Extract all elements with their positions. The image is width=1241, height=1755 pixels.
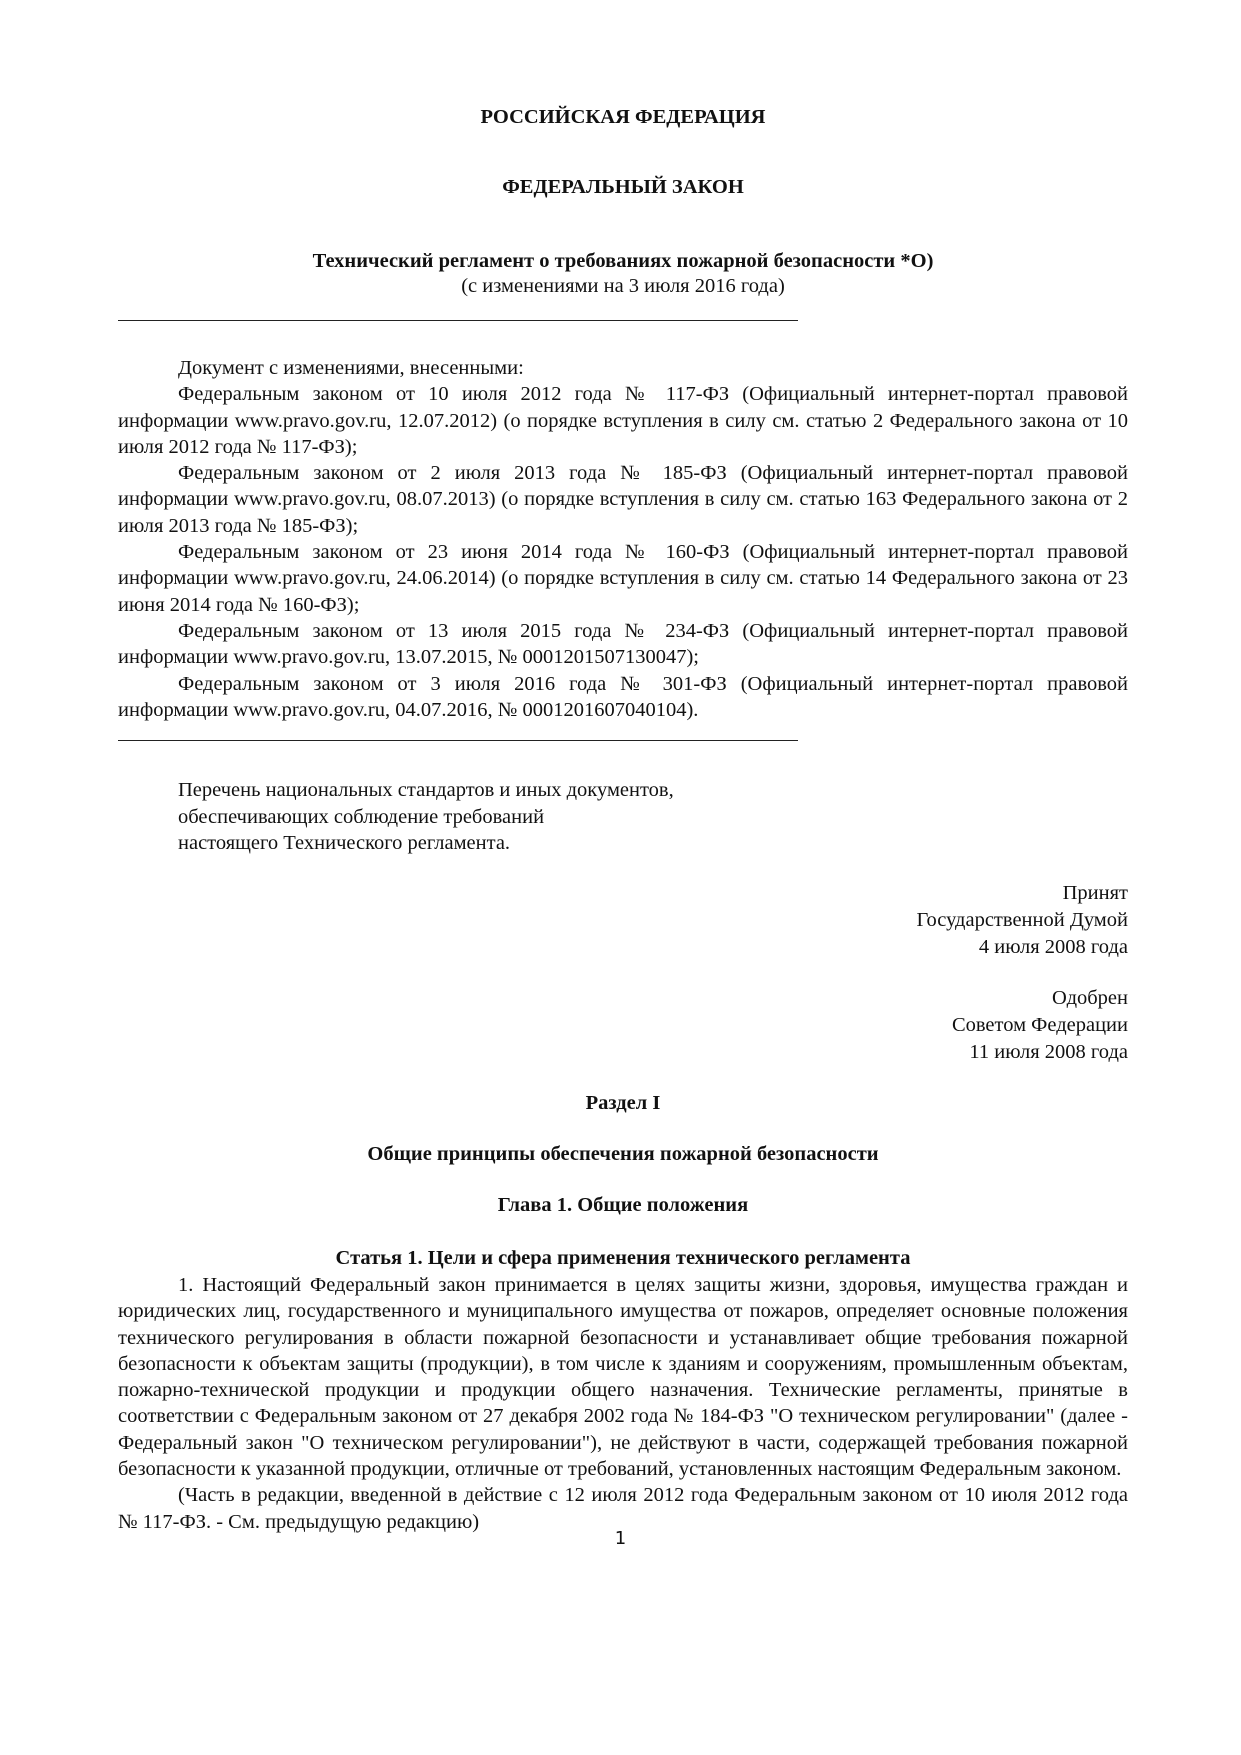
page-number: 1: [614, 1528, 627, 1549]
document-subtitle: (с изменениями на 3 июля 2016 года): [461, 275, 785, 297]
article-title: Статья 1. Цели и сфера применения технического регламента: [335, 1247, 911, 1269]
amendments-block: [118, 355, 1128, 723]
section-title: Раздел I: [585, 1092, 661, 1114]
amendment-item: Федеральным законом от 3 июля 2016 года № 301-ФЗ (Официальный интернет-портал правовой информации www.pravo.gov.ru, 04.07.2016, № 0001201607040104).: [118, 672, 1128, 721]
article-paragraph: 1. Настоящий Федеральный закон принимается в целях защиты жизни, здоровья, имущества граждан и юридических лиц, государственного и муниципального имущества от пожаров, определяет основные положения технического регулирования в области пожарной безопасности и устанавливает общие требования пожарной безопасности к объектам защиты (продукции), в том числе к зданиям и сооружениям, промышленным объектам, пожарно-технической продукции и продукции общего назначения. Технические регламенты, принятые в соответствии с Федеральным законом от 27 декабря 2002 года № 184-ФЗ "О техническом регулировании" (далее - Федеральный закон "О техническом регулировании"), не действуют в части, содержащей требования пожарной безопасности к указанной продукции, отличные от требований, установленных настоящим Федеральным законом.: [118, 1274, 1128, 1481]
article-body: [118, 1272, 1128, 1535]
adopted-line: 4 июля 2008 года: [978, 936, 1128, 958]
separator-line: [118, 320, 798, 321]
adopted-line: Государственной Думой: [916, 909, 1128, 931]
standards-list-line: настоящего Технического регламента.: [178, 832, 511, 854]
adopted-line: Принят: [1062, 882, 1128, 904]
standards-list-line: обеспечивающих соблюдение требований: [178, 805, 545, 828]
standards-list-line: Перечень национальных стандартов и иных документов,: [178, 779, 674, 801]
article-paragraph: (Часть в редакции, введенной в действие с 12 июля 2012 года Федеральным законом от 10 июля 2012 года № 117-ФЗ. - См. предыдущую редакцию): [118, 1484, 1128, 1533]
adopted-block: [916, 880, 1128, 961]
country-heading: РОССИЙСКАЯ ФЕДЕРАЦИЯ: [480, 106, 766, 128]
doc-type-heading: ФЕДЕРАЛЬНЫЙ ЗАКОН: [502, 176, 744, 198]
section-name: Общие принципы обеспечения пожарной безопасности: [367, 1143, 879, 1165]
approved-line: Одобрен: [1052, 987, 1128, 1009]
amendment-item: Федеральным законом от 13 июля 2015 года № 234-ФЗ (Официальный интернет-портал правовой информации www.pravo.gov.ru, 13.07.2015, № 0001201507130047);: [118, 619, 1128, 669]
amendment-item: Федеральным законом от 10 июля 2012 года № 117-ФЗ (Официальный интернет-портал правовой информации www.pravo.gov.ru, 12.07.2012) (о порядке вступления в силу см. статью 2 Федерального закона от 10 июля 2012 года № 117-ФЗ);: [118, 383, 1128, 458]
approved-line: Советом Федерации: [951, 1014, 1128, 1036]
document-title: Технический регламент о требованиях пожарной безопасности *О): [312, 250, 934, 272]
standards-list-link[interactable]: [178, 777, 898, 857]
approved-block: [952, 985, 1128, 1066]
separator-line: [118, 740, 798, 741]
approved-line: 11 июля 2008 года: [969, 1041, 1128, 1063]
chapter-title: Глава 1. Общие положения: [497, 1194, 749, 1216]
amendments-intro: Документ с изменениями, внесенными:: [178, 357, 524, 379]
amendment-item: Федеральным законом от 23 июня 2014 года № 160-ФЗ (Официальный интернет-портал правовой информации www.pravo.gov.ru, 24.06.2014) (о порядке вступления в силу см. статью 14 Федерального закона от 23 июня 2014 года № 160-ФЗ);: [118, 541, 1128, 616]
amendment-item: Федеральным законом от 2 июля 2013 года № 185-ФЗ (Официальный интернет-портал правовой информации www.pravo.gov.ru, 08.07.2013) (о порядке вступления в силу см. статью 163 Федерального закона от 2 июля 2013 года № 185-ФЗ);: [118, 462, 1128, 537]
